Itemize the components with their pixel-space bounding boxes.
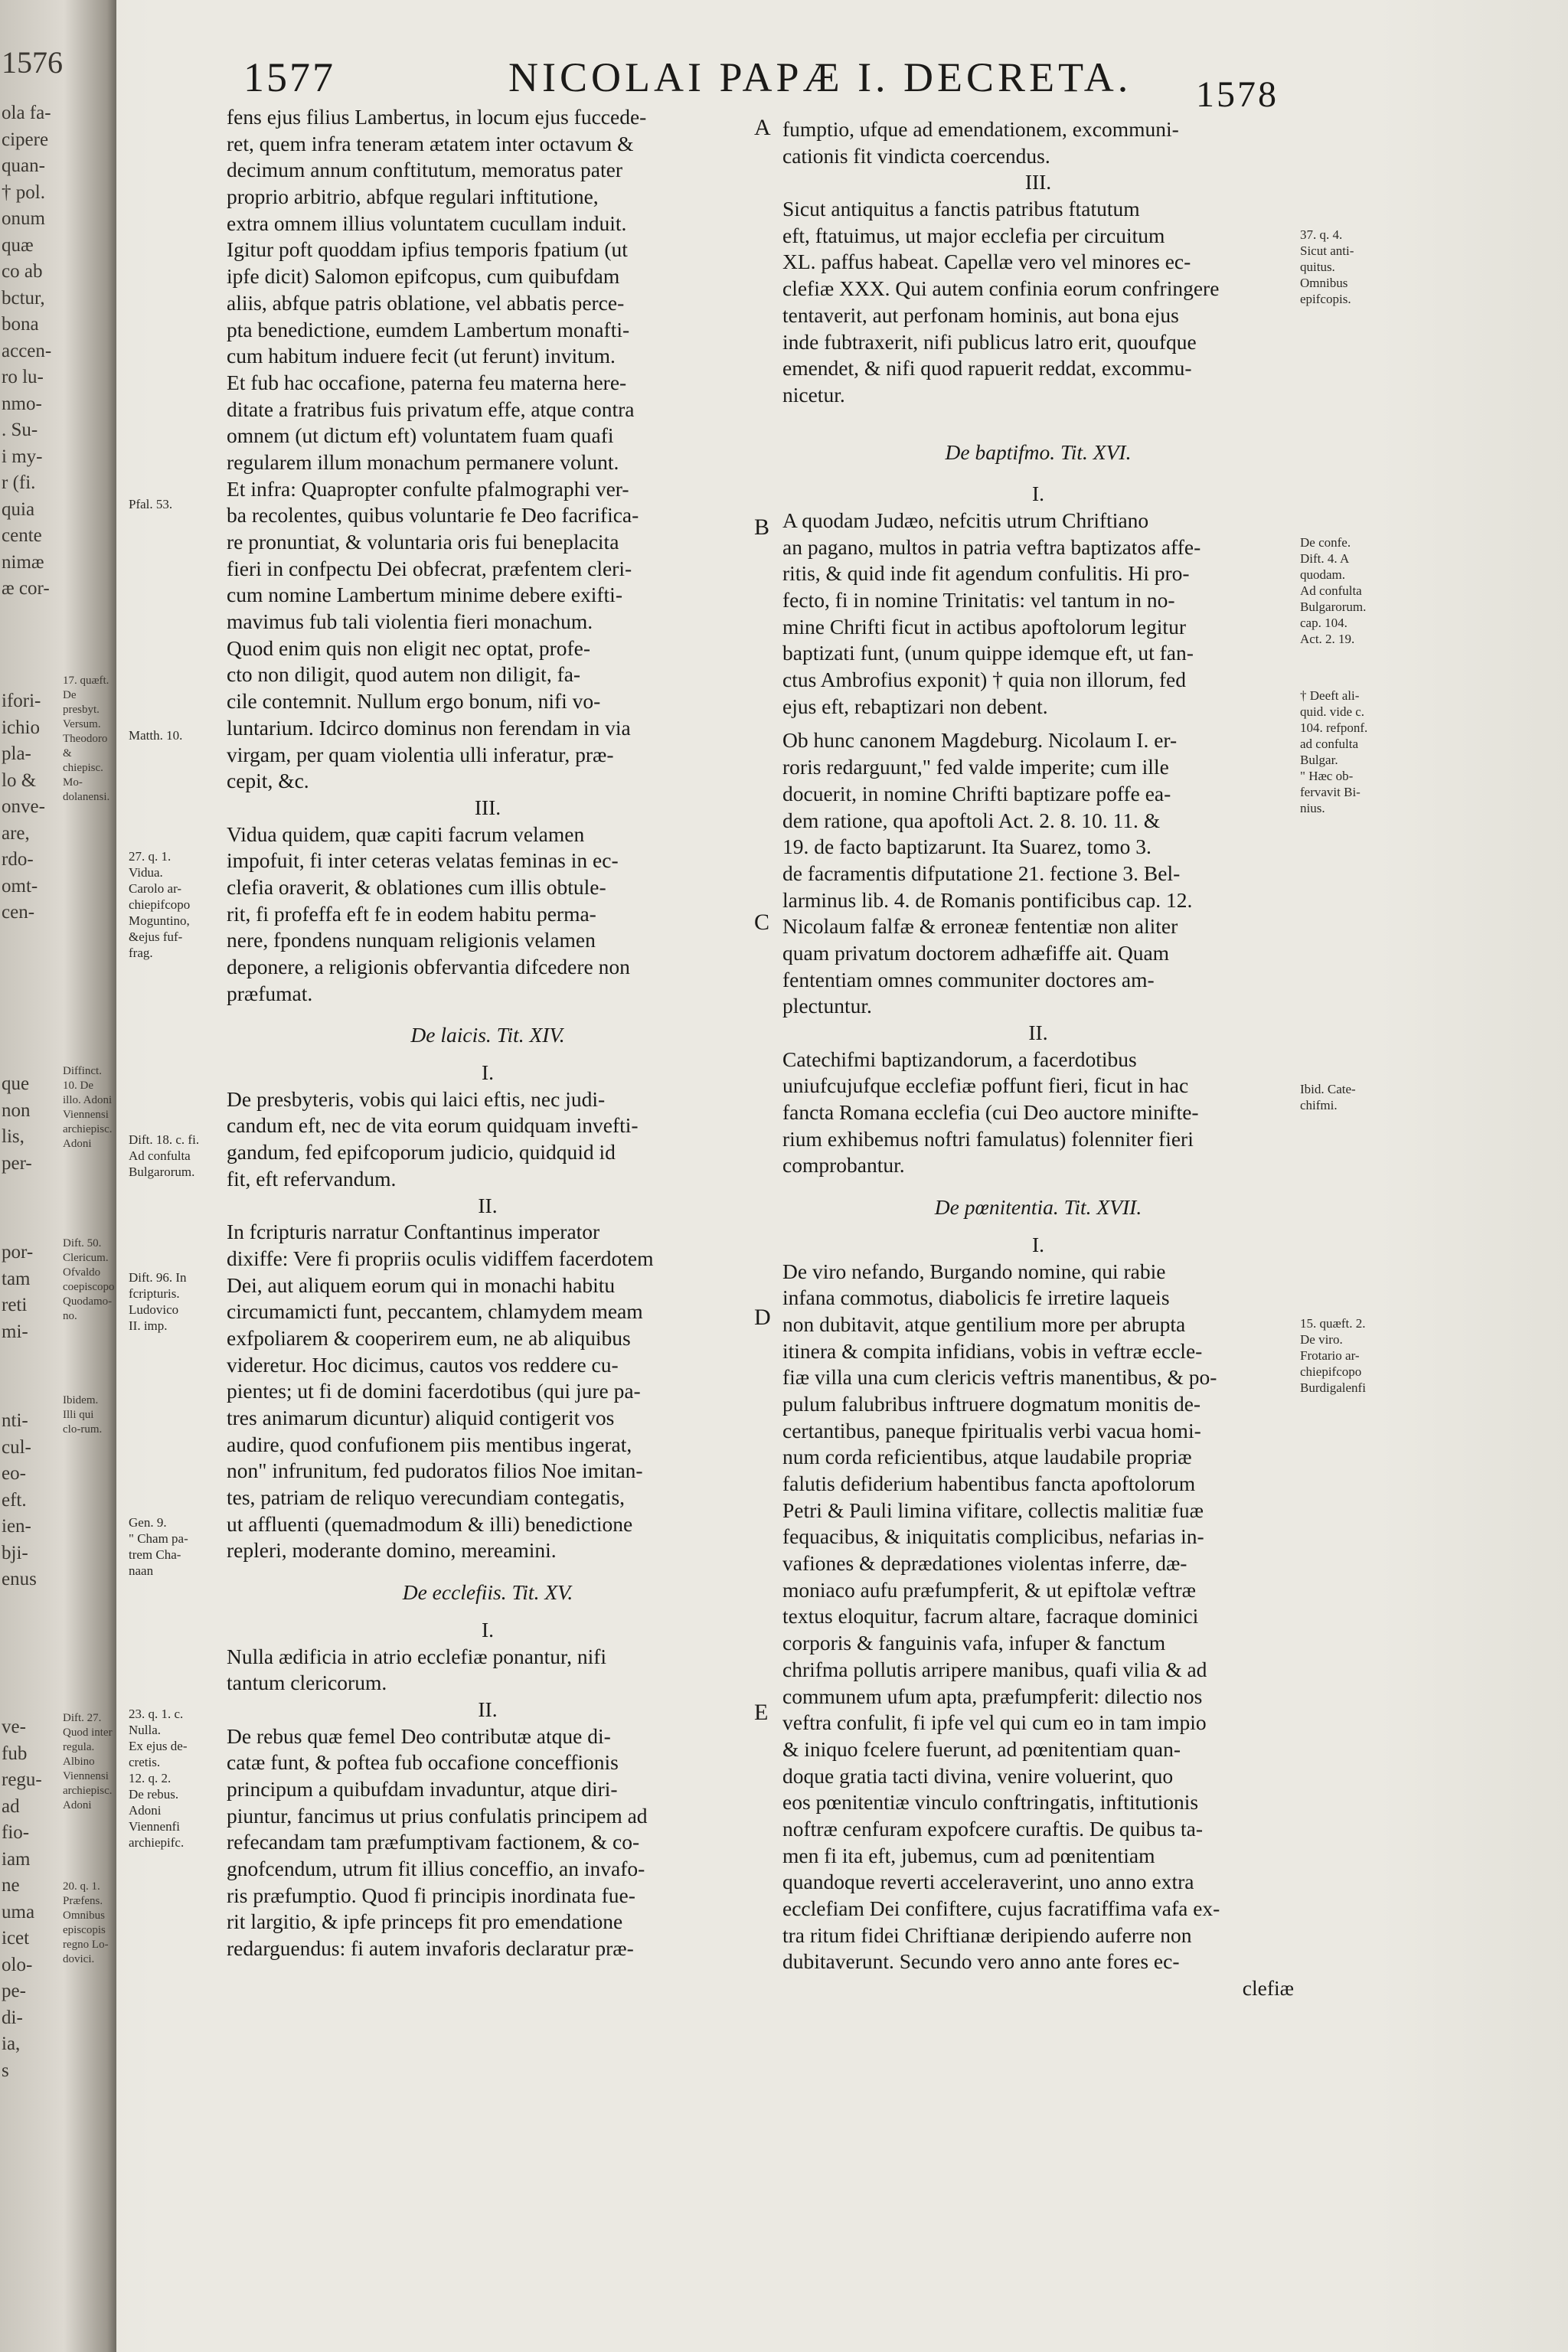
text-line: Dei, aut aliquem eorum qui in monachi habitu [227, 1272, 616, 1297]
gutter-fragment: quan- [2, 155, 45, 176]
catchword: clefiæ [1242, 1976, 1294, 2001]
text-line: clefia oraverit, & oblationes cum illis obtule- [227, 874, 606, 899]
gutter-fragment: mi- [2, 1321, 28, 1342]
section-number-i: I. [1031, 482, 1045, 506]
text-line: doque gratia tacti divina, venire voluerint, quo [782, 1763, 1174, 1788]
text-line: fequacibus, & iniquitatis complicibus, nefarias in- [782, 1524, 1204, 1549]
text-line: re pronuntiat, & voluntaria oris fui beneplacita [227, 530, 619, 554]
text-line: In fcripturis narratur Conftantinus imperator [227, 1220, 600, 1244]
section-heading-laicis: De laicis. Tit. XIV. [410, 1023, 565, 1047]
gutter-fragment: . Su- [2, 420, 38, 440]
margin-note-matthew: Matth. 10. [129, 728, 183, 743]
margin-note-27-q-1: 27. q. 1. Vidua. Carolo ar- chiepifcopo Moguntino, &ejus fuf- frag. [129, 849, 191, 960]
text-line: fecto, fi in nomine Trinitatis: vel tantum in no- [782, 588, 1175, 612]
gutter-fragment: icet [2, 1928, 30, 1949]
text-line: dubitaverunt. Secundo vero anno ante fores ec- [782, 1949, 1180, 1974]
text-line: Et infra: Quapropter confulte pfalmographi ver- [227, 476, 629, 501]
text-line: XL. paffus habeat. Capellæ vero vel minores ec- [782, 250, 1191, 274]
gutter-fragment: uma [2, 1901, 35, 1922]
text-line: ditate a fratribus fuis privatum effe, atque contra [227, 397, 635, 421]
text-line: ejus eft, rebaptizari non debent. [782, 694, 1048, 718]
text-line: infana commotus, diabolicis fe irretire laqueis [782, 1285, 1170, 1310]
gutter-fragment: i my- [2, 446, 43, 467]
text-line: textus eloquitur, facrum altare, facraque dominici [782, 1604, 1199, 1628]
gutter-note: Dift. 27. Quod inter regula. Albino Viennensi archiepisc. Adoni [63, 1712, 113, 1811]
gutter-fragment: lis, [2, 1126, 24, 1147]
text-line: eft, ftatuimus, ut major ecclefia per circuitum [782, 223, 1165, 247]
right-column-block-1 [782, 116, 1294, 169]
text-line: ris præfumptio. Quod fi principis inordinata fue- [227, 1883, 635, 1907]
text-line: Petri & Pauli limina vifitare, collectis malitiæ fuæ [782, 1498, 1204, 1522]
margin-letter-a: A [754, 115, 771, 140]
text-line: exfpoliarem & cooperirem eum, ne ab aliquibus [227, 1325, 631, 1350]
text-line: Et fub hac occafione, paterna feu materna here- [227, 370, 627, 394]
text-line: an pagano, multos in patria veftra baptizatos affe- [782, 534, 1201, 559]
text-line: certantibus, paneque fpiritualis verbi vacua homi- [782, 1418, 1201, 1442]
text-line: rit largitio, & ipfe princeps fit pro emendatione [227, 1909, 623, 1934]
text-line: larminus lib. 4. de Romanis pontificibus cap. 12. [782, 887, 1193, 912]
text-line: Nicolaum falfæ & erroneæ fententiæ non aliter [782, 914, 1178, 939]
section-number-ii: II. [478, 1193, 498, 1217]
gutter-fragment: ad [2, 1795, 20, 1817]
text-line: chrifma pollutis arripere manibus, quafi vilia & ad [782, 1657, 1207, 1681]
gutter-fragment: quia [2, 498, 35, 520]
margin-letter-e: E [754, 1700, 769, 1725]
text-line: cum nomine Lambertum minime debere exifti- [227, 583, 622, 607]
text-line: rium exhibemus noftri famulatus) folenniter fieri [782, 1126, 1194, 1151]
gutter-fragment: † pol. [2, 181, 45, 203]
gutter-fragment: fio- [2, 1822, 30, 1843]
text-line: emendet, & nifi quod rapuerit reddat, excommu- [782, 356, 1192, 381]
margin-note-dist-96: Dift. 96. In fcripturis. Ludovico II. imp. [129, 1270, 187, 1333]
gutter-fragment: nti- [2, 1410, 28, 1431]
margin-note-23-q-1: 23. q. 1. c. Nulla. Ex ejus de- cretis. 12. q. 2. De rebus. Adoni Viennenfi archiepifc. [129, 1707, 188, 1850]
gutter-fragment: bctur, [2, 287, 45, 309]
gutter-fragment: onve- [2, 796, 45, 817]
text-line: tentaverit, aut perfonam hominis, aut bona ejus [782, 302, 1179, 327]
section-heading-baptismo: De baptifmo. Tit. XVI. [945, 439, 1132, 464]
left-page-number: 1577 [243, 54, 335, 100]
text-line: plectuntur. [782, 994, 872, 1018]
text-line: nicetur. [782, 382, 845, 407]
text-line: men fi ita eft, jubemus, cum ad pœnitentiam [782, 1843, 1155, 1867]
left-text-column [227, 104, 749, 1962]
right-column-block-5 [782, 1047, 1294, 1179]
section-number-ii: II. [478, 1697, 498, 1721]
gutter-fragment: fub [2, 1743, 28, 1764]
text-line: itinera & compita infidians, vobis in veftræ eccle- [782, 1338, 1203, 1363]
text-line: extra omnem illius voluntatem cucullam induit. [227, 211, 627, 235]
gutter-fragment: rdo- [2, 849, 34, 870]
text-line: moniaco aufu præfumpferit, & ut epiftolæ veftræ [782, 1577, 1196, 1602]
text-line: De viro nefando, Burgando nomine, qui rabie [782, 1259, 1166, 1283]
text-line: Igitur poft quoddam ipfius temporis fpatium (ut [227, 237, 628, 262]
gutter-fragment: iam [2, 1848, 31, 1870]
gutter-fragment: s [2, 2060, 9, 2081]
text-line: cepit, &c. [227, 769, 309, 793]
text-line: piuntur, fancimus ut prius confulatis principem ad [227, 1803, 648, 1828]
gutter-fragment: ichio [2, 717, 40, 738]
text-line: Ob hunc canonem Magdeburg. Nicolaum I. er- [782, 728, 1178, 753]
text-line: dem ratione, qua apoftoli Act. 2. 8. 10. 11. & [782, 808, 1161, 832]
text-line: fancta Romana ecclefia (cui Deo auctore minifte- [782, 1100, 1199, 1125]
margin-letter-d: D [754, 1305, 771, 1330]
text-line: A quodam Judæo, nefcitis utrum Chriftiano [782, 508, 1149, 532]
text-line: nere, fpondens nunquam religionis velamen [227, 928, 596, 952]
gutter-fragment: accen- [2, 340, 52, 361]
gutter-fragment: r (fi. [2, 472, 36, 493]
text-line: refecandam tam præfumptivam factionem, & co- [227, 1830, 640, 1854]
text-line: rit, fi profeffa eft fe in eodem habitu perma- [227, 901, 596, 926]
text-line: falutis defiderium habentibus fancta apoftolorum [782, 1472, 1196, 1495]
text-line: fententiam omnes communiter doctores am- [782, 967, 1155, 991]
text-line: Catechifmi baptizandorum, a facerdotibus [782, 1047, 1137, 1071]
text-line: & iniquo fcelere fuerunt, ad pœnitentiam quan- [782, 1736, 1181, 1761]
text-line: corporis & fanguinis vafa, infuper & fanctum [782, 1631, 1166, 1655]
text-line: de facramentis difputatione 21. fectione 3. Bel- [782, 861, 1181, 885]
text-line: roris redarguunt," fed valde imperite; cum ille [782, 755, 1169, 779]
right-column-block-3 [782, 508, 1294, 720]
text-line: Sicut antiquitus a fanctis patribus ftatutum [782, 197, 1140, 221]
margin-note-15-q-2: 15. quæft. 2. De viro. Frotario ar- chiepifcopo Burdigalenfi [1300, 1316, 1366, 1395]
text-line: fumptio, ufque ad emendationem, excommuni- [782, 117, 1179, 141]
gutter-fragment: cen- [2, 902, 35, 923]
text-line: fiæ villa una cum clericis veftris manentibus, & po- [782, 1365, 1217, 1390]
text-line: candum eft, nec de vita eorum quidquam invefti- [227, 1113, 639, 1138]
right-column-block-4 [782, 727, 1294, 1020]
text-line: Nulla ædificia in atrio ecclefiæ ponantur, nifi [227, 1644, 607, 1668]
gutter-fragment: eft. [2, 1489, 27, 1511]
text-line: fens ejus filius Lambertus, in locum ejus fuccede- [227, 105, 647, 129]
text-line: ipfe dicit) Salomon epifcopus, cum quibufdam [227, 264, 620, 289]
gutter-fragment: tam [2, 1268, 31, 1289]
left-column-block-6 [227, 1723, 749, 1962]
text-line: circumamicti funt, peccantem, chlamydem meam [227, 1299, 643, 1324]
text-line: num corda reficientibus, atque laudabile propriæ [782, 1445, 1192, 1469]
text-line: inde fubtraxerit, nifi publicus latro erit, quoufque [782, 329, 1197, 354]
text-line: docuerit, in nomine Chrifti baptizare poffe ea- [782, 781, 1171, 805]
text-line: Quod enim quis non eligit nec optat, profe- [227, 635, 591, 660]
gutter-fragment: que [2, 1073, 30, 1094]
margin-note-catechismi: Ibid. Cate- chifmi. [1300, 1082, 1356, 1112]
previous-page-number: 1576 [2, 45, 63, 80]
margin-letter-b: B [754, 514, 770, 540]
margin-letter-c: C [754, 910, 770, 935]
gutter-fragment: eo- [2, 1463, 26, 1484]
text-line: videretur. Hoc dicimus, cautos vos reddere cu- [227, 1352, 619, 1377]
gutter-fragment: ola fa- [2, 103, 51, 123]
text-line: communem ufum apta, præfumpferit: dilectio nos [782, 1684, 1203, 1708]
gutter-fragment: per- [2, 1152, 32, 1174]
text-line: clefiæ XXX. Qui autem confinia eorum confringere [782, 276, 1220, 301]
text-line: principum a quibufdam invaduntur, atque diri- [227, 1776, 618, 1801]
left-column-block-4 [227, 1219, 749, 1564]
text-line: tra ritum fidei Chriftianæ deripiendo auferre non [782, 1922, 1192, 1947]
text-line: comprobantur. [782, 1153, 905, 1178]
gutter-fragment: onum [2, 208, 45, 229]
gutter-fragment: co ab [2, 261, 43, 282]
gutter-note: Dift. 50. Clericum. Ofvaldo coepiscopo Quodamo-no. [63, 1237, 115, 1322]
gutter-fragment: di- [2, 2007, 23, 2028]
text-line: virgam, per quam violentia ulli inferatur, præ- [227, 742, 614, 766]
text-line: præfumat. [227, 981, 313, 1005]
text-line: ut affluenti (quemadmodum & illi) benedictione [227, 1511, 633, 1536]
gutter-fragment: lo & [2, 769, 37, 791]
section-heading-ecclesiis: De ecclefiis. Tit. XV. [402, 1580, 573, 1605]
text-line: fit, eft refervandum. [227, 1166, 397, 1191]
margin-note-genesis: Gen. 9. " Cham pa- trem Cha- naan [129, 1515, 188, 1578]
text-line: gnofcendum, utrum fit illius conceffio, an invafo- [227, 1857, 645, 1880]
text-line: tes, patriam de reliquo verecundiam contegatis, [227, 1485, 626, 1510]
text-line: noftræ cenfuram expofcere curaftis. De quibus ta- [782, 1816, 1204, 1841]
gutter-fragment: reti [2, 1295, 28, 1315]
text-line: redarguendus: fi autem invaforis declaratur præ- [227, 1936, 634, 1961]
gutter-fragment: cul- [2, 1436, 31, 1458]
section-number-i: I. [481, 1060, 495, 1085]
gutter-fragment: ne [2, 1875, 20, 1896]
gutter-note: Diffinct. 10. De illo. Adoni Viennensi archiepisc. Adoni [63, 1065, 113, 1150]
text-line: repleri, moderante domino, mereamini. [227, 1538, 557, 1563]
text-line: audire, quod confufionem piis mentibus ingerat, [227, 1432, 632, 1456]
gutter-fragment: olo- [2, 1954, 33, 1975]
text-line: decimum annum conftitutum, memoratus pater [227, 158, 623, 182]
text-line: quandoque reverti acceleraverint, uno anno extra [782, 1870, 1194, 1894]
text-line: pta benedictione, eumdem Lambertum monafti- [227, 317, 630, 341]
text-line: omnem (ut dictum eft) voluntatem fuam quafi [227, 423, 614, 448]
left-column-block-3 [227, 1086, 749, 1193]
gutter-fragment: non [2, 1099, 31, 1121]
text-line: dixiffe: Vere fi propriis oculis vidiffem facerdotem [227, 1246, 654, 1270]
section-heading-poenitentia: De pœnitentia. Tit. XVII. [934, 1195, 1142, 1220]
text-line: De rebus quæ femel Deo contributæ atque di- [227, 1723, 611, 1748]
gutter-note: 17. quæft. De presbyt. Versum. Theodoro & chiepisc. Mo-dolanensi. [63, 675, 110, 803]
text-line: mine Chrifti ficut in actibus apoftolorum legitur [782, 614, 1186, 639]
text-line: aliis, abfque patris oblatione, vel abbatis perce- [227, 290, 625, 315]
right-text-column [782, 116, 1294, 2002]
text-line: tres animarum dicuntur) aliquid contigerit vos [227, 1406, 615, 1429]
text-line: vafiones & deprædationes violentas inferre, dæ- [782, 1551, 1187, 1576]
gutter-fragment: regu- [2, 1769, 42, 1790]
text-line: luntarium. Idcirco dominus non ferendam in via [227, 715, 631, 740]
text-line: De presbyteris, vobis qui laici eftis, nec judi- [227, 1086, 606, 1111]
section-number-ii: II. [1028, 1021, 1048, 1044]
text-line: tantum clericorum. [227, 1671, 387, 1695]
left-column-block-5 [227, 1644, 749, 1697]
text-line: quam privatum doctorem adhæfiffe ait. Quam [782, 940, 1170, 965]
margin-note-dist-18: Dift. 18. c. fi. Ad confulta Bulgarorum. [129, 1132, 200, 1179]
section-number-i: I. [481, 1617, 495, 1642]
gutter-fragment: por- [2, 1242, 34, 1263]
text-line: gandum, fed epifcoporum judicio, quidquid id [227, 1140, 616, 1165]
right-column-block-6 [782, 1259, 1294, 1976]
text-line: mavimus fub tali violentia fieri monachum. [227, 609, 593, 634]
gutter-fragment: pla- [2, 743, 31, 764]
left-column-block-2 [227, 822, 749, 1008]
text-line: baptizati funt, (unum quippe idemque eft, ut fan- [782, 641, 1194, 665]
text-line: ritis, & quid inde fit agendum confulitis. Hi pro- [782, 561, 1190, 586]
gutter-fragment: quæ [2, 234, 34, 256]
text-line: non" infrunitum, fed pudoratos filios Noe imitan- [227, 1459, 643, 1483]
text-line: non dubitavit, atque gentilium more per abrupta [782, 1312, 1186, 1336]
gutter-fragment: æ cor- [2, 578, 50, 599]
gutter-fragment: ifori- [2, 691, 41, 711]
margin-note-37-q-4: 37. q. 4. Sicut anti- quitus. Omnibus epifcopis. [1300, 227, 1354, 306]
section-number-iii: III. [474, 795, 501, 819]
previous-page-edge [0, 0, 116, 2352]
text-line: cto non diligit, quod autem non diligit, fa- [227, 662, 581, 687]
gutter-fragment: pe- [2, 1981, 26, 2001]
gutter-fragment: enus [2, 1569, 37, 1589]
gutter-fragment: omt- [2, 875, 38, 897]
left-column-block-1 [227, 104, 749, 795]
margin-note-de-consecratione: De confe. Dift. 4. A quodam. Ad confulta Bulgarorum. cap. 104. Act. 2. 19. [1300, 535, 1367, 646]
right-page-number: 1578 [1196, 74, 1279, 115]
gutter-fragment: ien- [2, 1516, 31, 1537]
gutter-note: Ibidem. Illi qui clo-rum. [63, 1394, 103, 1436]
text-line: catæ funt, & poftea fub occafione conceffionis [227, 1750, 619, 1775]
gutter-fragment: nimæ [2, 551, 44, 573]
gutter-fragment: ve- [2, 1717, 26, 1737]
gutter-fragment: bona [2, 314, 39, 335]
gutter-fragment: cente [2, 525, 42, 546]
gutter-fragment: bji- [2, 1542, 28, 1563]
text-line: uniufcujufque ecclefiæ poffunt fieri, ficut in hac [782, 1073, 1189, 1098]
right-column-block-2 [782, 196, 1294, 409]
gutter-fragment: ro lu- [2, 367, 44, 387]
text-line: 19. de facto baptizarunt. Ita Suarez, tomo 3. [782, 835, 1152, 859]
text-line: ba recolentes, quibus voluntarie fe Deo facrifica- [227, 503, 639, 528]
gutter-fragment: ia, [2, 2034, 21, 2054]
gutter-fragment: are, [2, 822, 30, 844]
text-line: cationis fit vindicta coercendus. [782, 143, 1050, 168]
gutter-note: 20. q. 1. Præfens. Omnibus episcopis regno Lo-dovici. [63, 1880, 109, 1965]
section-number-iii: III. [1024, 170, 1052, 194]
text-line: ret, quem infra teneram ætatem inter octavum & [227, 131, 634, 155]
text-line: ctus Ambrofius exponit) † quia non illorum, fed [782, 668, 1187, 692]
text-line: impofuit, fi inter ceteras velatas feminas in ec- [227, 848, 619, 873]
text-line: proprio arbitrio, abfque regulari inftitutione, [227, 185, 599, 209]
text-line: pulum falubribus inftruere dogmatum monitis de- [782, 1391, 1201, 1416]
gutter-fragment: cipere [2, 129, 49, 150]
text-line: deponere, a religionis obfervantia difcedere non [227, 955, 630, 978]
margin-note-psalm: Pfal. 53. [129, 497, 173, 511]
text-line: regularem illum monachum permanere volunt. [227, 449, 619, 474]
running-title: NICOLAI PAPÆ I. DECRETA. [508, 54, 1132, 100]
text-line: cum habitum induere fecit (ut ferunt) invitum. [227, 344, 616, 368]
text-line: pientes; ut fi de domini facerdotibus (qui jure pa- [227, 1379, 641, 1403]
text-line: veftra confulit, fi ipfe vel qui cum eo in tam impio [782, 1710, 1207, 1735]
margin-note-deest-aliquid: † Deeft ali- quid. vide c. 104. refponf. ad confulta Bulgar. " Hæc ob- fervavit Bi- nius. [1300, 688, 1368, 815]
text-line: eos pœnitentiæ vinculo conftringatis, inftitutionis [782, 1790, 1199, 1815]
text-line: cile contemnit. Nullum ergo bonum, nifi vo- [227, 689, 601, 714]
text-line: ecclefiam Dei confiftere, cujus facratiffima vafa ex- [782, 1896, 1220, 1920]
section-number-i: I. [1031, 1232, 1045, 1256]
text-line: fieri in confpectu Dei obfecrat, præfentem cleri- [227, 556, 632, 580]
text-line: Vidua quidem, quæ capiti facrum velamen [227, 822, 585, 846]
gutter-fragment: nmo- [2, 393, 42, 414]
